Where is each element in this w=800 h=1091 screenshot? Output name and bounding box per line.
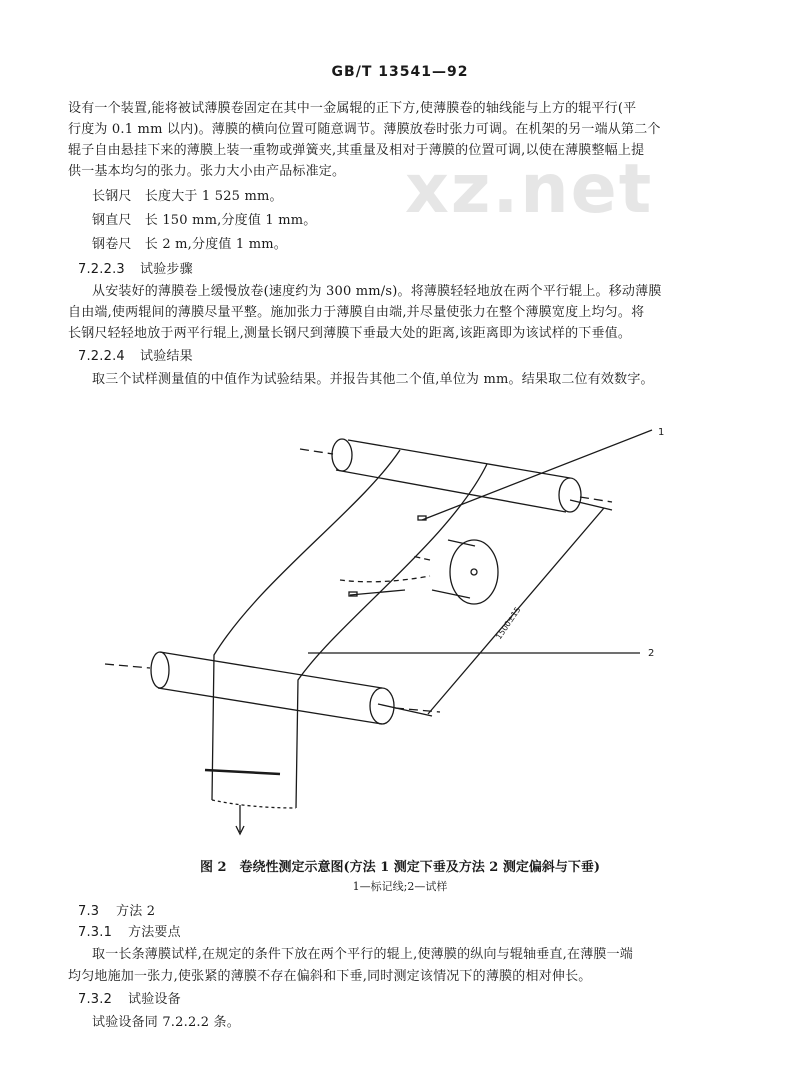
para1-line2: 行度为 0.1 mm 以内)。薄膜的横向位置可随意调节。薄膜放卷时张力可调。在机架的另一端从第二个	[68, 122, 661, 137]
tool-tape-measure: 钢卷尺 长 2 m,分度值 1 mm。	[92, 237, 287, 252]
para5: 试验设备同 7.2.2.2 条。	[92, 1015, 240, 1030]
film-sample	[205, 450, 487, 834]
section-7-2-2-3	[78, 259, 193, 280]
para2-line2: 自由端,使两辊间的薄膜尽量平整。施加张力于薄膜自由端,并尽量使张力在整个薄膜宽度上均匀。将	[68, 305, 645, 320]
label-1: 1	[658, 427, 665, 438]
leader-lines	[308, 427, 664, 659]
lower-roller	[105, 652, 440, 724]
section-7-3-2	[78, 989, 181, 1010]
figure-legend: 1—标记线;2—试样	[352, 880, 448, 893]
tool-steel-ruler: 钢直尺 长 150 mm,分度值 1 mm。	[92, 213, 317, 228]
para2-line1: 从安装好的薄膜卷上缓慢放卷(速度约为 300 mm/s)。将薄膜轻轻地放在两个平行辊上。移动薄膜	[92, 284, 662, 299]
para1-line4: 供一基本均匀的张力。张力大小由产品标准定。	[68, 164, 346, 179]
section-title: 方法要点	[128, 925, 181, 940]
page-header: GB/T 13541—92	[331, 64, 469, 80]
para1-line1: 设有一个装置,能将被试薄膜卷固定在其中一金属辊的正下方,使薄膜卷的轴线能与上方的辊平行(平	[68, 101, 637, 116]
section-number: 7.3	[78, 904, 100, 919]
section-title: 方法 2	[116, 904, 156, 919]
section-number: 7.2.2.4	[78, 349, 125, 364]
section-7-2-2-4	[78, 346, 193, 367]
section-title: 试验结果	[140, 349, 193, 364]
label-2: 2	[648, 648, 655, 659]
para3: 取三个试样测量值的中值作为试验结果。并报告其他二个值,单位为 mm。结果取二位有效数字。	[92, 372, 654, 387]
para4-line1: 取一长条薄膜试样,在规定的条件下放在两个平行的辊上,使薄膜的纵向与辊轴垂直,在薄膜一端	[92, 947, 633, 962]
figure-2-diagram	[0, 400, 800, 850]
watermark: xz.net	[405, 150, 654, 229]
section-number: 7.2.2.3	[78, 262, 125, 277]
figure-caption: 图 2 卷绕性测定示意图(方法 1 测定下垂及方法 2 测定偏斜与下垂)	[199, 860, 601, 875]
section-title: 试验步骤	[140, 262, 193, 277]
section-number: 7.3.1	[78, 925, 113, 940]
para1-line3: 辊子自由悬挂下来的薄膜上装一重物或弹簧夹,其重量及相对于薄膜的位置可调,以使在薄膜整幅上提	[68, 143, 645, 158]
dimension-line	[378, 500, 612, 716]
dimension-label: 1500±15	[494, 605, 523, 642]
upper-roller	[300, 439, 612, 512]
para2-line3: 长钢尺轻轻地放于两平行辊上,测量长钢尺到薄膜下垂最大处的距离,该距离即为该试样的下垂值。	[68, 326, 632, 341]
section-7-3	[78, 901, 155, 922]
section-title: 试验设备	[128, 992, 181, 1007]
para4-line2: 均匀地施加一张力,使张紧的薄膜不存在偏斜和下垂,同时测定该情况下的薄膜的相对伸长。	[68, 969, 592, 984]
section-7-3-1	[78, 922, 181, 943]
tool-long-ruler: 长钢尺 长度大于 1 525 mm。	[92, 189, 283, 204]
section-number: 7.3.2	[78, 992, 113, 1007]
film-roll	[412, 540, 498, 604]
